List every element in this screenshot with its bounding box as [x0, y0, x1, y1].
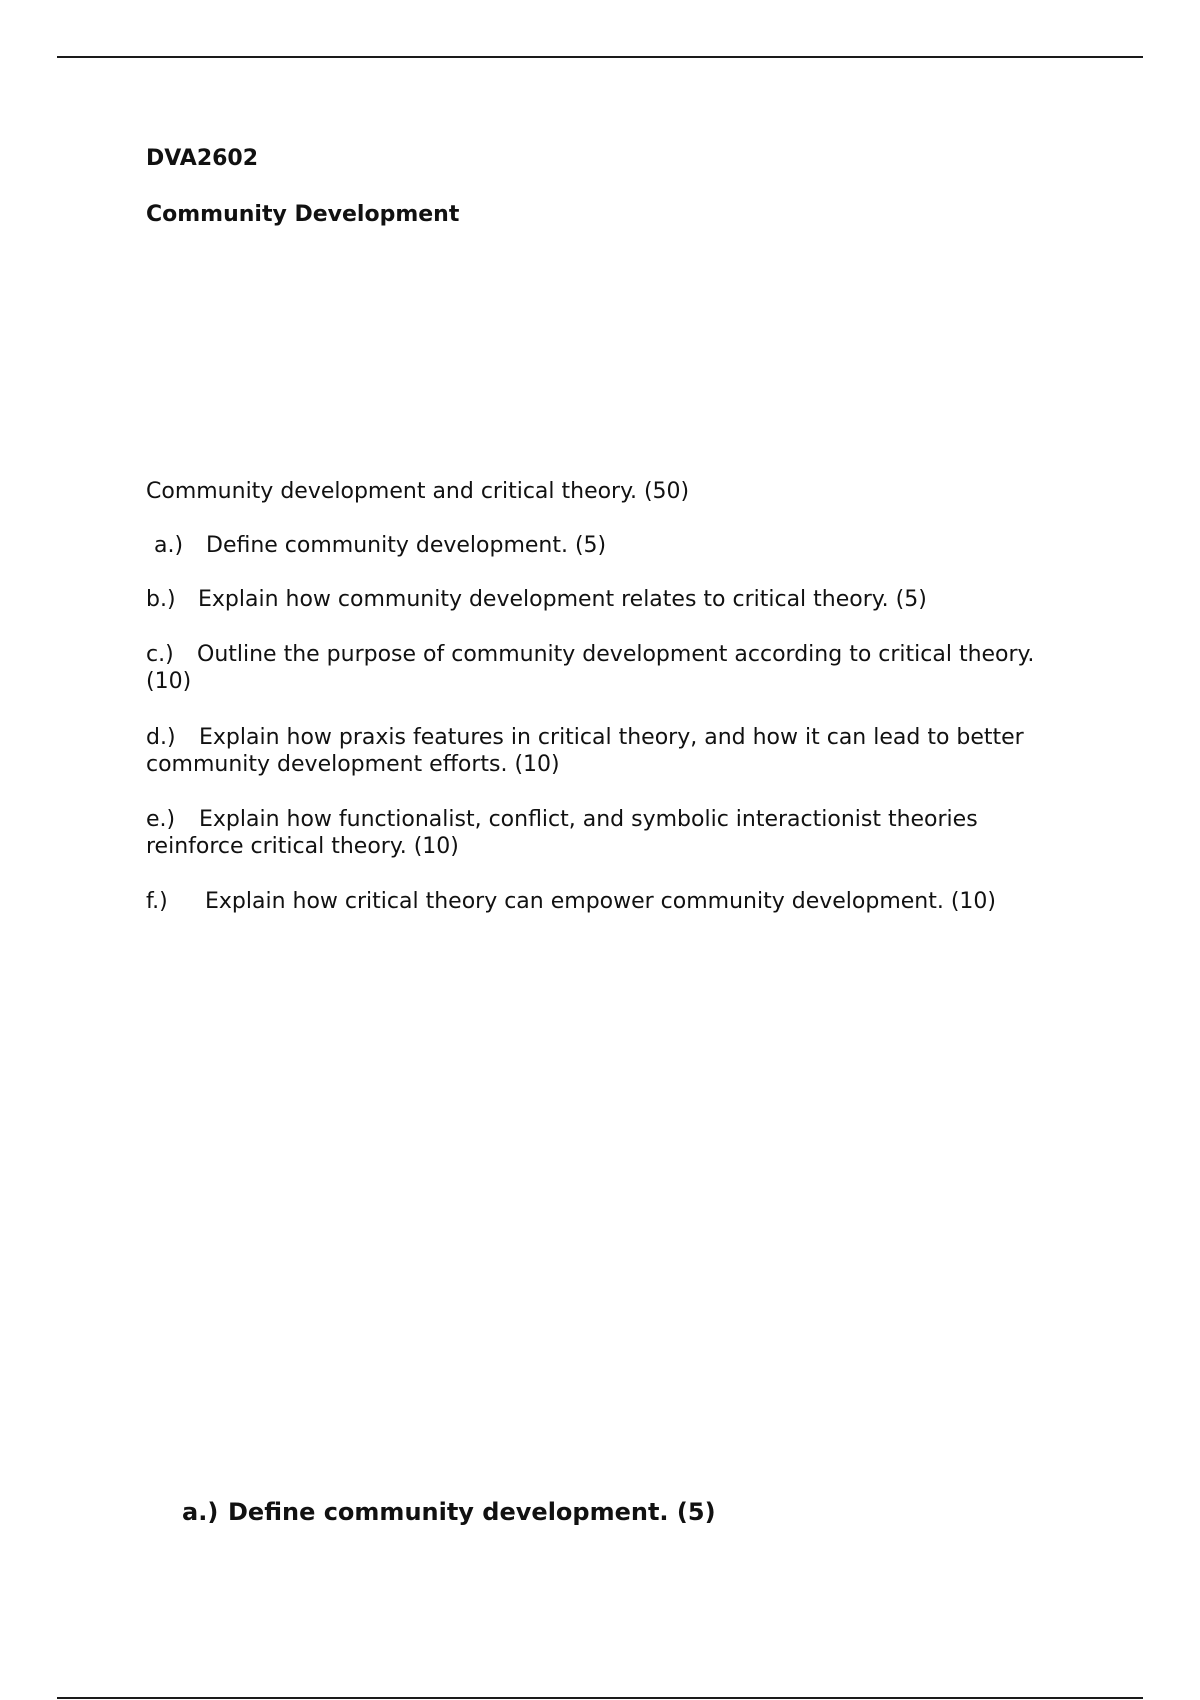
answer-section-heading	[182, 1498, 716, 1526]
question-c-label: c.)	[146, 642, 174, 667]
bottom-rule	[57, 1697, 1143, 1699]
answer-section-text: Define community development. (5)	[228, 1498, 716, 1526]
question-a-label: a.)	[154, 533, 184, 558]
question-f	[146, 888, 1046, 915]
question-e-text: Explain how functionalist, conflict, and symbolic interactionist theories reinforce critical theory. (10)	[146, 807, 978, 859]
course-title: Community Development	[146, 202, 460, 227]
question-d	[146, 724, 1046, 778]
question-f-label: f.)	[146, 889, 168, 914]
question-a	[146, 532, 1046, 559]
answer-section-label: a.)	[182, 1498, 219, 1526]
question-list	[146, 478, 1046, 915]
question-d-text: Explain how praxis features in critical theory, and how it can lead to better community development efforts. (10)	[146, 725, 1024, 777]
question-b-label: b.)	[146, 587, 176, 612]
question-b-text: Explain how community development relates to critical theory. (5)	[198, 587, 927, 612]
top-rule	[57, 56, 1143, 58]
question-c-text: Outline the purpose of community development according to critical theory. (10)	[146, 642, 1035, 694]
course-code: DVA2602	[146, 146, 259, 171]
question-c	[146, 641, 1046, 695]
question-e-label: e.)	[146, 807, 176, 832]
question-d-label: d.)	[146, 725, 176, 750]
question-f-text: Explain how critical theory can empower community development. (10)	[205, 889, 997, 914]
question-a-text: Define community development. (5)	[206, 533, 607, 558]
question-e	[146, 806, 1046, 860]
question-b	[146, 586, 1046, 613]
assignment-heading: Community development and critical theory. (50)	[146, 479, 690, 504]
